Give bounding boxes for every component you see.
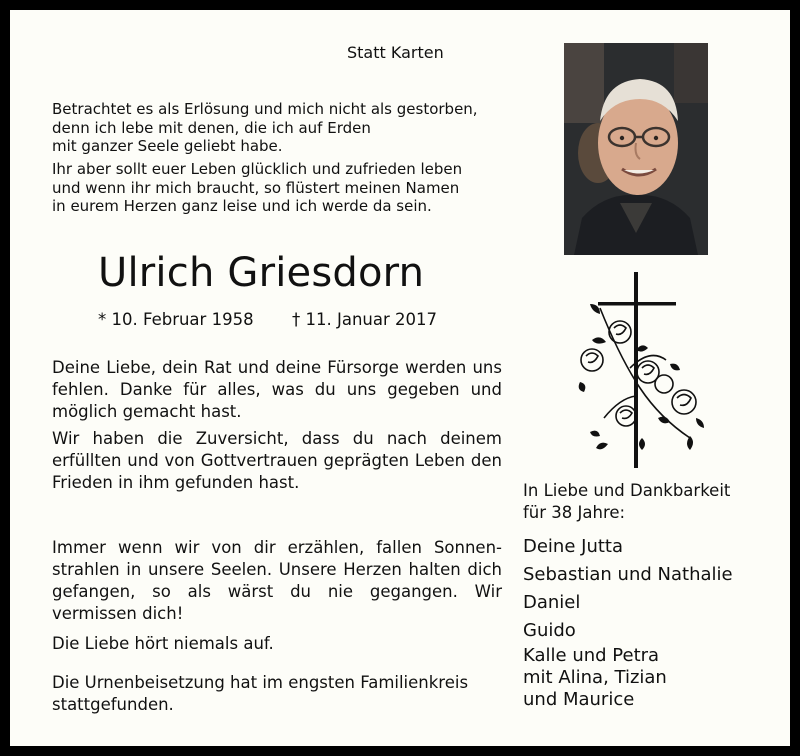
- signer: Kalle und Petra: [523, 645, 660, 666]
- statt-karten-label: Statt Karten: [347, 43, 444, 62]
- portrait-image: [564, 43, 708, 255]
- paragraph-text: Immer wenn wir von dir erzählen, fallen Sonnen-strahlen in unsere Seelen. Unsere Herzen halten dich gefangen, so als wärst du nie gegangen. Wir vermissen dich!: [52, 538, 502, 623]
- paragraph-text: Die Liebe hört niemals auf.: [52, 634, 274, 653]
- signers-list: [523, 533, 783, 711]
- cross-with-roses-icon: [570, 268, 710, 473]
- poem-line: Ihr aber sollt euer Leben glücklich und zufrieden leben: [52, 160, 463, 178]
- signer: Sebastian und Nathalie: [523, 564, 733, 585]
- poem-stanza-1: [52, 100, 502, 156]
- family-intro: [523, 480, 783, 524]
- paragraph-love-never-ends: [52, 633, 502, 655]
- poem-line: denn ich lebe mit denen, die ich auf Erden: [52, 118, 371, 137]
- poem-stanza-2: [52, 160, 502, 216]
- deceased-name: Ulrich Griesdorn: [98, 250, 425, 296]
- paragraph-text: Wir haben die Zuversicht, dass du nach deinem erfüllten und von Gottvertrauen geprägten Leben den Frieden in ihm gefunden hast.: [52, 429, 502, 492]
- paragraph-sunbeams: [52, 537, 502, 625]
- paragraph-love: [52, 357, 502, 423]
- death-date: † 11. Januar 2017: [292, 310, 438, 329]
- paragraph-text: Die Urnenbeisetzung hat im engsten Familienkreis stattgefunden.: [52, 673, 469, 714]
- family-intro-line: In Liebe und Dankbarkeit: [523, 481, 731, 500]
- poem-line: und wenn ihr mich braucht, so flüstert meinen Namen: [52, 178, 460, 197]
- poem-line: in eurem Herzen ganz leise und ich werde da sein.: [52, 197, 432, 215]
- signer: Guido: [523, 620, 576, 641]
- poem-line: mit ganzer Seele geliebt habe.: [52, 137, 283, 155]
- paragraph-text: Deine Liebe, dein Rat und deine Fürsorge werden uns fehlen. Danke für alles, was du uns gegeben und möglich gemacht hast.: [52, 358, 502, 421]
- family-intro-line: für 38 Jahre:: [523, 503, 626, 522]
- signer: mit Alina, Tizian: [523, 667, 667, 688]
- obituary-card: [10, 10, 790, 746]
- paragraph-urn-burial: [52, 672, 502, 716]
- signer: und Maurice: [523, 689, 635, 710]
- signer: Daniel: [523, 592, 581, 613]
- poem-line: Betrachtet es als Erlösung und mich nicht als gestorben,: [52, 100, 478, 118]
- birth-date: * 10. Februar 1958: [98, 310, 254, 329]
- portrait-photo: [564, 43, 708, 255]
- signer: Deine Jutta: [523, 536, 624, 557]
- paragraph-confidence: [52, 428, 502, 494]
